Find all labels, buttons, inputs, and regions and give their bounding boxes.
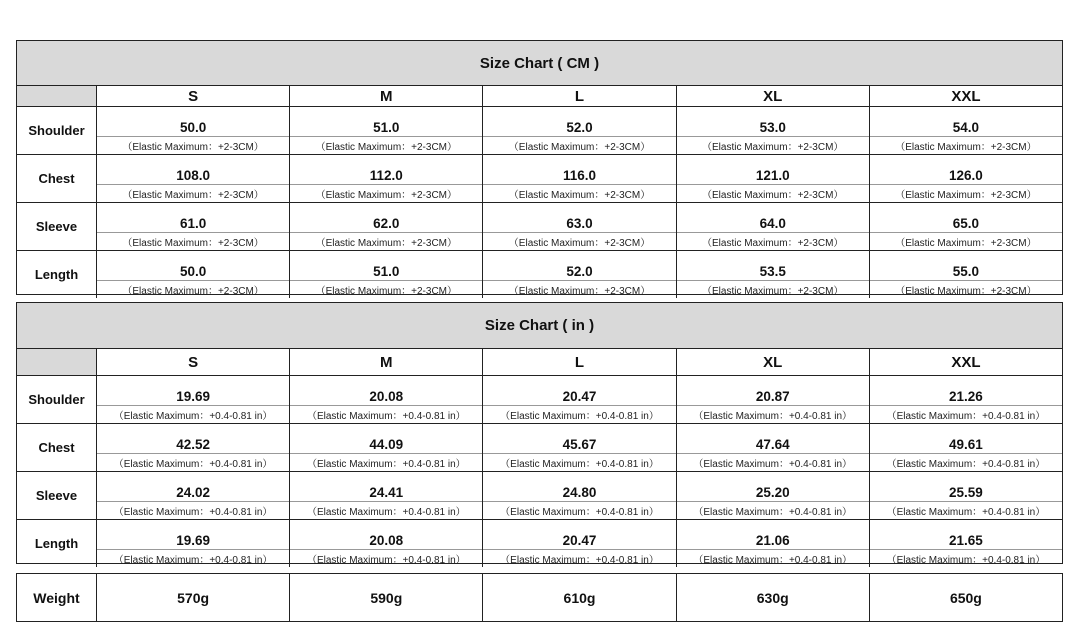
measurement-value: 44.09	[290, 424, 482, 454]
measurement-value: 42.52	[97, 424, 289, 454]
size-cell	[870, 376, 1062, 423]
measurement-value: 20.47	[483, 520, 675, 550]
elastic-note: （Elastic Maximum：+2-3CM）	[315, 142, 458, 153]
elastic-note: （Elastic Maximum：+0.4-0.81 in）	[500, 555, 659, 566]
measurement-label: Chest	[17, 424, 97, 471]
size-header-row	[17, 349, 1062, 376]
measurement-value: 19.69	[97, 520, 289, 550]
measurement-value: 116.0	[483, 155, 675, 185]
size-header-s: S	[97, 86, 290, 106]
measurement-value: 47.64	[677, 424, 869, 454]
measurement-value: 24.41	[290, 472, 482, 502]
weight-value-xl: 630g	[677, 574, 870, 621]
elastic-note: （Elastic Maximum：+0.4-0.81 in）	[306, 459, 466, 470]
size-cell	[290, 107, 483, 154]
size-header-m: M	[290, 86, 483, 106]
measurement-value: 20.47	[483, 376, 675, 406]
size-chart-cm-title: Size Chart ( CM )	[17, 41, 1062, 86]
elastic-note: （Elastic Maximum：+2-3CM）	[508, 286, 651, 297]
measurement-value: 24.02	[97, 472, 289, 502]
size-chart-in-title: Size Chart ( in )	[17, 303, 1062, 349]
weight-value-l: 610g	[483, 574, 676, 621]
size-header-l: L	[483, 349, 676, 375]
measurement-label: Sleeve	[17, 472, 97, 519]
measurement-label: Sleeve	[17, 203, 97, 250]
measurement-value: 61.0	[97, 203, 289, 233]
elastic-note: （Elastic Maximum：+0.4-0.81 in）	[113, 459, 273, 470]
size-cell	[290, 251, 483, 298]
size-chart-in-table	[16, 302, 1063, 564]
size-cell	[677, 203, 870, 250]
header-blank-cell	[17, 349, 97, 375]
size-cell	[290, 424, 483, 471]
size-header-xxl: XXL	[951, 353, 981, 371]
size-cell	[483, 472, 676, 519]
elastic-note: （Elastic Maximum：+2-3CM）	[702, 238, 844, 249]
measurement-value: 62.0	[290, 203, 482, 233]
measurement-row-shoulder	[17, 376, 1062, 424]
in-body	[17, 376, 1062, 567]
elastic-note: （Elastic Maximum：+0.4-0.81 in）	[113, 411, 273, 422]
size-cell	[870, 203, 1062, 250]
elastic-note: （Elastic Maximum：+2-3CM）	[702, 190, 844, 201]
measurement-value: 25.20	[677, 472, 869, 502]
elastic-note: （Elastic Maximum：+0.4-0.81 in）	[306, 507, 466, 518]
elastic-note: （Elastic Maximum：+2-3CM）	[315, 190, 458, 201]
size-header-m: M	[290, 349, 483, 375]
elastic-note: （Elastic Maximum：+2-3CM）	[122, 190, 264, 201]
measurement-value: 65.0	[870, 203, 1062, 233]
elastic-note: （Elastic Maximum：+2-3CM）	[895, 142, 1037, 153]
elastic-note: （Elastic Maximum：+0.4-0.81 in）	[693, 555, 853, 566]
size-cell	[97, 376, 290, 423]
size-cell	[870, 107, 1062, 154]
size-cell	[97, 107, 290, 154]
measurement-value: 55.0	[870, 251, 1062, 281]
measurement-value: 50.0	[97, 107, 289, 137]
elastic-note: （Elastic Maximum：+2-3CM）	[508, 142, 651, 153]
cm-body	[17, 107, 1062, 298]
measurement-label: Chest	[17, 155, 97, 202]
size-cell	[290, 520, 483, 567]
measurement-label: Length	[17, 520, 97, 567]
measurement-value: 52.0	[483, 251, 675, 281]
weight-value-s: 570g	[97, 574, 290, 621]
elastic-note: （Elastic Maximum：+2-3CM）	[315, 286, 458, 297]
size-cell	[677, 107, 870, 154]
elastic-note: （Elastic Maximum：+2-3CM）	[122, 142, 264, 153]
elastic-note: （Elastic Maximum：+0.4-0.81 in）	[886, 507, 1046, 518]
elastic-note: （Elastic Maximum：+2-3CM）	[122, 238, 264, 249]
measurement-value: 112.0	[290, 155, 482, 185]
size-cell	[97, 155, 290, 202]
size-cell	[870, 424, 1062, 471]
measurement-label: Length	[17, 251, 97, 298]
elastic-note: （Elastic Maximum：+0.4-0.81 in）	[113, 555, 273, 566]
size-cell	[483, 520, 676, 567]
elastic-note: （Elastic Maximum：+0.4-0.81 in）	[500, 507, 659, 518]
measurement-value: 54.0	[870, 107, 1062, 137]
elastic-note: （Elastic Maximum：+0.4-0.81 in）	[693, 411, 853, 422]
size-cell	[483, 376, 676, 423]
measurement-value: 53.5	[677, 251, 869, 281]
elastic-note: （Elastic Maximum：+0.4-0.81 in）	[500, 459, 659, 470]
size-cell	[677, 520, 870, 567]
measurement-value: 19.69	[97, 376, 289, 406]
size-header-s: S	[97, 349, 290, 375]
measurement-value: 49.61	[870, 424, 1062, 454]
measurement-value: 45.67	[483, 424, 675, 454]
size-cell	[483, 251, 676, 298]
size-cell	[677, 472, 870, 519]
measurement-value: 24.80	[483, 472, 675, 502]
size-cell	[97, 251, 290, 298]
elastic-note: （Elastic Maximum：+0.4-0.81 in）	[500, 411, 659, 422]
measurement-value: 21.26	[870, 376, 1062, 406]
elastic-note: （Elastic Maximum：+2-3CM）	[702, 142, 844, 153]
size-cell	[97, 424, 290, 471]
measurement-value: 63.0	[483, 203, 675, 233]
elastic-note: （Elastic Maximum：+2-3CM）	[315, 238, 458, 249]
size-cell	[870, 520, 1062, 567]
elastic-note: （Elastic Maximum：+2-3CM）	[508, 190, 651, 201]
weight-value-m: 590g	[290, 574, 483, 621]
measurement-value: 108.0	[97, 155, 289, 185]
size-header-xl: XL	[677, 349, 870, 375]
elastic-note: （Elastic Maximum：+2-3CM）	[508, 238, 651, 249]
measurement-row-shoulder	[17, 107, 1062, 155]
elastic-note: （Elastic Maximum：+0.4-0.81 in）	[886, 459, 1046, 470]
weight-label: Weight	[17, 574, 97, 621]
size-cell	[97, 203, 290, 250]
elastic-note: （Elastic Maximum：+0.4-0.81 in）	[886, 411, 1046, 422]
size-cell	[677, 376, 870, 423]
elastic-note: （Elastic Maximum：+0.4-0.81 in）	[693, 507, 853, 518]
measurement-value: 25.59	[870, 472, 1062, 502]
weight-table	[16, 573, 1063, 622]
measurement-row-chest	[17, 424, 1062, 472]
size-cell	[677, 155, 870, 202]
size-header-xl: XL	[677, 86, 870, 106]
measurement-label: Shoulder	[17, 376, 97, 423]
elastic-note: （Elastic Maximum：+0.4-0.81 in）	[113, 507, 273, 518]
measurement-value: 20.08	[290, 376, 482, 406]
elastic-note: （Elastic Maximum：+2-3CM）	[122, 286, 264, 297]
header-blank-cell	[17, 86, 97, 106]
elastic-note: （Elastic Maximum：+0.4-0.81 in）	[306, 411, 466, 422]
size-header-l: L	[483, 86, 676, 106]
size-chart-cm-table	[16, 40, 1063, 295]
measurement-label: Shoulder	[17, 107, 97, 154]
measurement-value: 64.0	[677, 203, 869, 233]
elastic-note: （Elastic Maximum：+2-3CM）	[895, 238, 1037, 249]
measurement-value: 20.87	[677, 376, 869, 406]
measurement-value: 51.0	[290, 251, 482, 281]
measurement-row-length	[17, 251, 1062, 298]
elastic-note: （Elastic Maximum：+2-3CM）	[895, 190, 1037, 201]
measurement-value: 52.0	[483, 107, 675, 137]
size-cell	[870, 155, 1062, 202]
measurement-value: 53.0	[677, 107, 869, 137]
size-cell	[97, 520, 290, 567]
size-header-xxl: XXL	[951, 87, 981, 105]
size-cell	[483, 107, 676, 154]
elastic-note: （Elastic Maximum：+0.4-0.81 in）	[693, 459, 853, 470]
measurement-row-sleeve	[17, 203, 1062, 251]
measurement-value: 21.65	[870, 520, 1062, 550]
measurement-row-sleeve	[17, 472, 1062, 520]
measurement-value: 121.0	[677, 155, 869, 185]
size-cell	[483, 203, 676, 250]
size-cell	[870, 472, 1062, 519]
size-cell	[677, 424, 870, 471]
size-cell	[870, 251, 1062, 298]
elastic-note: （Elastic Maximum：+2-3CM）	[702, 286, 844, 297]
measurement-row-length	[17, 520, 1062, 567]
size-cell	[290, 203, 483, 250]
size-cell	[290, 472, 483, 519]
size-cell	[97, 472, 290, 519]
size-cell	[290, 376, 483, 423]
size-cell	[483, 155, 676, 202]
elastic-note: （Elastic Maximum：+0.4-0.81 in）	[886, 555, 1046, 566]
measurement-row-chest	[17, 155, 1062, 203]
elastic-note: （Elastic Maximum：+2-3CM）	[895, 286, 1037, 297]
elastic-note: （Elastic Maximum：+0.4-0.81 in）	[306, 555, 466, 566]
weight-value-xxl: 650g	[949, 589, 982, 606]
measurement-value: 126.0	[870, 155, 1062, 185]
measurement-value: 50.0	[97, 251, 289, 281]
measurement-value: 21.06	[677, 520, 869, 550]
size-header-row	[17, 86, 1062, 107]
size-cell	[677, 251, 870, 298]
weight-row	[17, 574, 1062, 621]
measurement-value: 51.0	[290, 107, 482, 137]
measurement-value: 20.08	[290, 520, 482, 550]
size-cell	[290, 155, 483, 202]
size-cell	[483, 424, 676, 471]
